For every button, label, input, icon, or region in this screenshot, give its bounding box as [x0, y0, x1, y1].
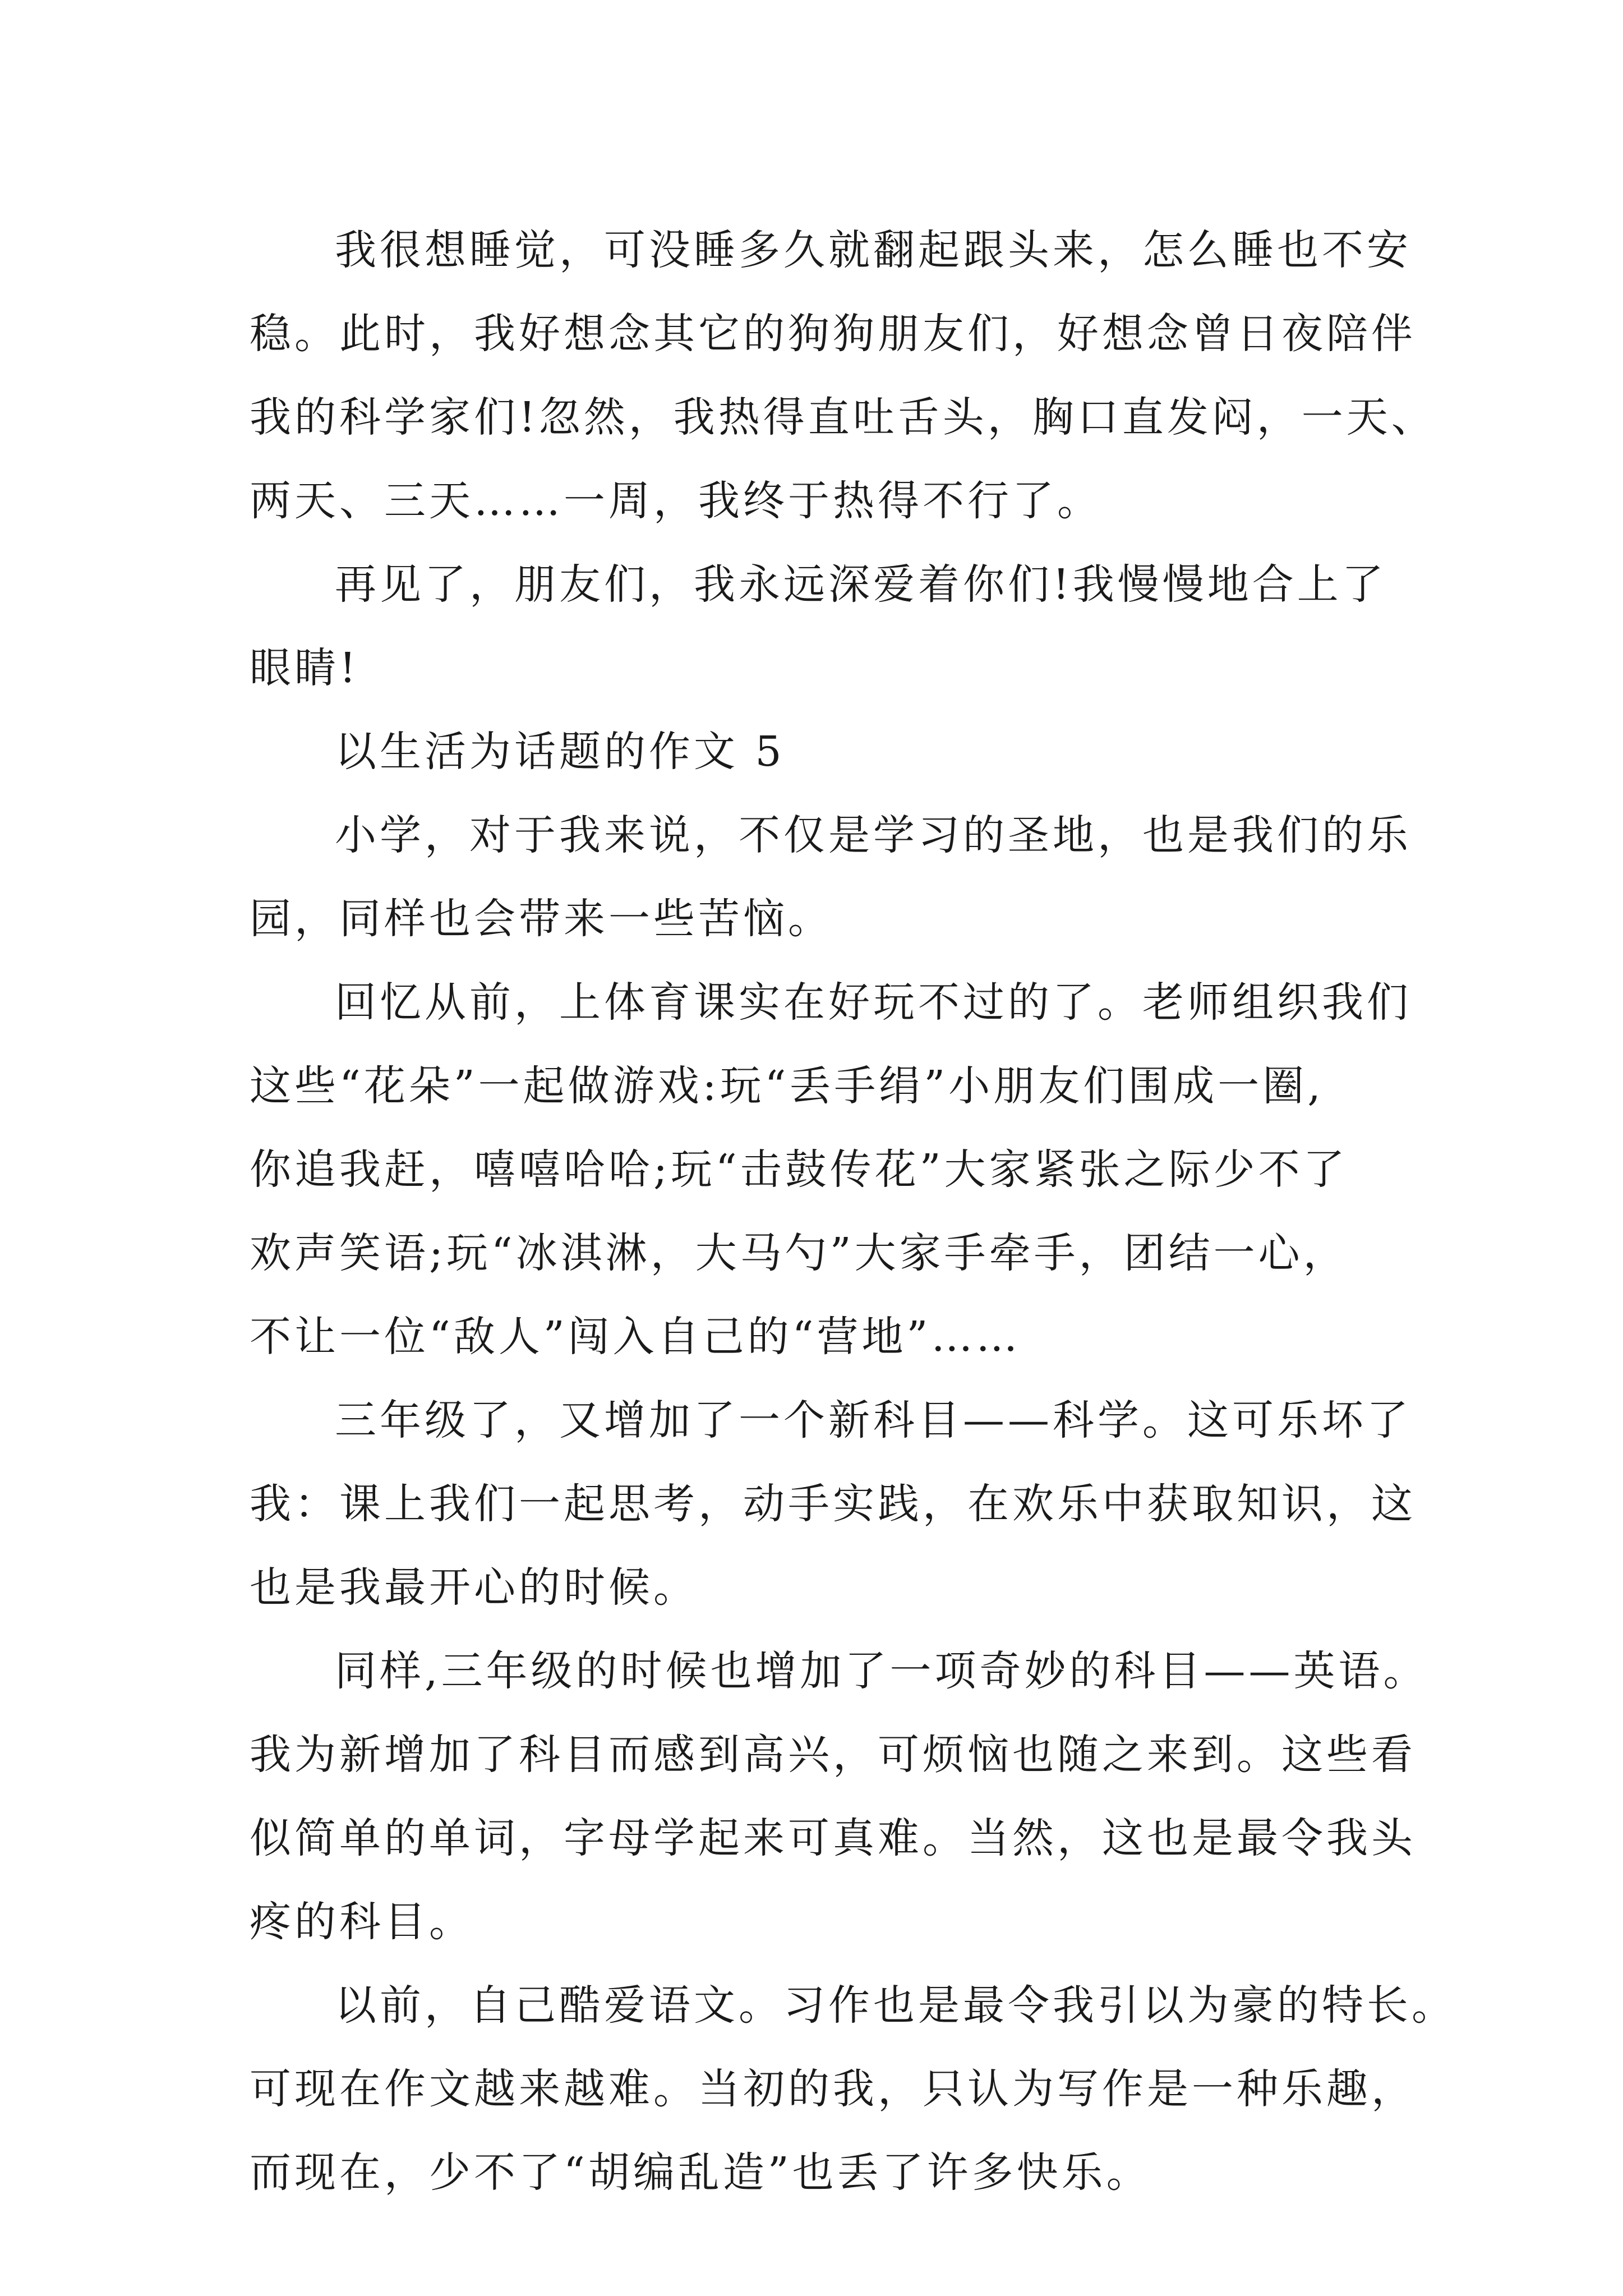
- text-line: 回忆从前，上体育课实在好玩不过的了。老师组织我们: [335, 978, 1412, 1027]
- text-line: 再见了，朋友们，我永远深爱着你们!我慢慢地合上了: [335, 560, 1387, 609]
- text-line: 疼的科目。: [250, 1898, 474, 1946]
- text-line: 稳。此时，我好想念其它的狗狗朋友们，好想念曾日夜陪伴: [250, 310, 1416, 358]
- text-line: 眼睛!: [250, 644, 359, 692]
- text-line: 这些“花朵”一起做游戏:玩“丢手绢”小朋友们围成一圈,: [250, 1062, 1324, 1110]
- text-line: 欢声笑语;玩“冰淇淋，大马勺”大家手牵手，团结一心，: [250, 1229, 1348, 1277]
- text-line: 可现在作文越来越难。当初的我，只认为写作是一种乐趣，: [250, 2065, 1416, 2113]
- text-line: 园，同样也会带来一些苦恼。: [250, 895, 833, 943]
- text-line: 你追我赶，嘻嘻哈哈;玩“击鼓传花”大家紧张之际少不了: [250, 1145, 1348, 1194]
- text-line: 我：课上我们一起思考，动手实践，在欢乐中获取知识，这: [250, 1480, 1416, 1528]
- text-line: 似简单的单词，字母学起来可真难。当然，这也是最令我头: [250, 1814, 1416, 1862]
- text-line: 两天、三天……一周，我终于热得不行了。: [250, 477, 1102, 525]
- text-line: 以前，自己酷爱语文。习作也是最令我引以为豪的特长。: [335, 1981, 1456, 2030]
- document-body: [250, 209, 1456, 2215]
- text-line: 我的科学家们!忽然，我热得直吐舌头，胸口直发闷，一天、: [250, 393, 1436, 441]
- text-line: 同样,三年级的时候也增加了一项奇妙的科目——英语。: [335, 1647, 1428, 1695]
- text-line: 而现在，少不了“胡编乱造”也丢了许多快乐。: [250, 2148, 1151, 2197]
- text-line: 三年级了，又增加了一个新科目——科学。这可乐坏了: [335, 1396, 1412, 1444]
- text-line: 我为新增加了科目而感到高兴，可烦恼也随之来到。这些看: [250, 1731, 1416, 1779]
- section-heading: 以生活为话题的作文 5: [335, 728, 785, 776]
- text-line: 小学，对于我来说，不仅是学习的圣地，也是我们的乐: [335, 811, 1412, 859]
- text-line: 不让一位“敌人”闯入自己的“营地”……: [250, 1313, 1021, 1361]
- text-line: 我很想睡觉，可没睡多久就翻起跟头来，怎么睡也不安: [335, 226, 1412, 274]
- text-line: 也是我最开心的时候。: [250, 1563, 698, 1612]
